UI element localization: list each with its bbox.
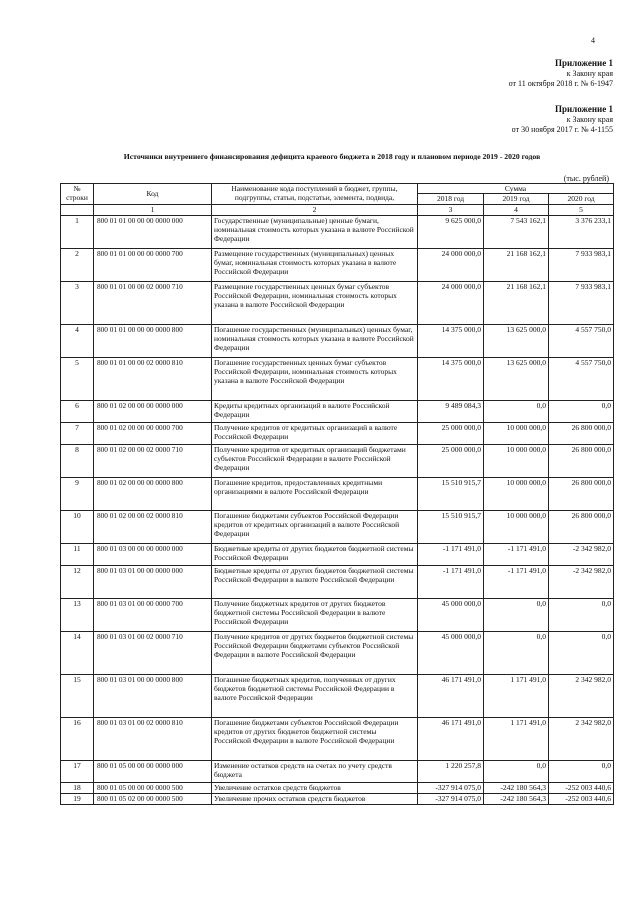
row-number: 5 [61,357,94,400]
budget-code: 800 01 03 01 00 00 0000 700 [94,598,212,631]
row-number: 8 [61,444,94,477]
amount-2019: 10 000 000,0 [484,510,549,543]
amount-2020: 7 933 983,1 [549,281,614,324]
source-name: Увеличение остатков средств бюджетов [212,782,418,793]
source-name: Погашение государственных (муниципальных) ценных бумаг, номинальная стоимость которых указана в валюте Российской Федерации [212,324,418,357]
row-number: 18 [61,782,94,793]
source-name: Получение кредитов от кредитных организаций в валюте Российской Федерации [212,422,418,444]
table-row [61,444,614,477]
amount-2019: 21 168 162,1 [484,248,549,281]
table-row [61,477,614,510]
amount-2019: -1 171 491,0 [484,565,549,598]
amount-2019: 13 625 000,0 [484,324,549,357]
amount-2018: -327 914 075,0 [418,782,484,793]
amount-2018: 24 000 000,0 [418,248,484,281]
column-index [61,204,94,215]
amount-2018: 9 489 084,3 [418,400,484,422]
budget-code: 800 01 03 01 00 00 0000 800 [94,674,212,717]
table-row [61,760,614,782]
table-row [61,793,614,804]
budget-code: 800 01 01 00 00 02 0000 710 [94,281,212,324]
amount-2020: 2 342 982,0 [549,717,614,760]
budget-code: 800 01 05 00 00 00 0000 000 [94,760,212,782]
amount-2019: -1 171 491,0 [484,543,549,565]
amount-2020: 26 800 000,0 [549,444,614,477]
page-number: 4 [591,36,595,45]
table-row [61,674,614,717]
source-name: Погашение бюджетных кредитов, полученных от других бюджетов бюджетной системы Российской Федерации в валюте Российской Федерации [212,674,418,717]
budget-code: 800 01 02 00 00 02 0000 710 [94,444,212,477]
table-row [61,510,614,543]
amount-2018: 46 171 491,0 [418,717,484,760]
table-row [61,543,614,565]
header-row-number: № строки [61,184,94,205]
amount-2018: 15 510 915,7 [418,510,484,543]
source-name: Размещение государственных ценных бумаг субъектов Российской Федерации, номинальная стоимость которых указана в валюте Российской Федерации [212,281,418,324]
amount-2020: 26 800 000,0 [549,510,614,543]
amount-2020: 0,0 [549,631,614,674]
row-number: 14 [61,631,94,674]
amount-2020: -252 003 440,6 [549,782,614,793]
row-number: 3 [61,281,94,324]
source-name: Увеличение прочих остатков средств бюджетов [212,793,418,804]
amount-2020: 4 557 750,0 [549,357,614,400]
amount-2020: 26 800 000,0 [549,477,614,510]
source-name: Получение кредитов от других бюджетов бюджетной системы Российской Федерации бюджетами субъектов Российской Федерации в валюте Российской Федерации [212,631,418,674]
budget-code: 800 01 02 00 00 02 0000 810 [94,510,212,543]
amount-2018: 24 000 000,0 [418,281,484,324]
row-number: 11 [61,543,94,565]
table-row [61,400,614,422]
row-number: 19 [61,793,94,804]
source-name: Погашение бюджетами субъектов Российской Федерации кредитов от кредитных организаций в валюте Российской Федерации [212,510,418,543]
budget-code: 800 01 03 01 00 02 0000 810 [94,717,212,760]
table-row [61,631,614,674]
amount-2018: 9 625 000,0 [418,215,484,248]
column-index: 4 [484,204,549,215]
row-number: 2 [61,248,94,281]
row-number: 7 [61,422,94,444]
amount-2018: 25 000 000,0 [418,444,484,477]
row-number: 13 [61,598,94,631]
appendix-title: Приложение 1 [554,104,613,114]
amount-2018: 46 171 491,0 [418,674,484,717]
column-index: 1 [94,204,212,215]
amount-2019: 0,0 [484,400,549,422]
header-sum: Сумма [418,184,614,194]
row-number: 1 [61,215,94,248]
row-number: 9 [61,477,94,510]
table-row [61,248,614,281]
row-number: 4 [61,324,94,357]
amount-2019: -242 180 564,3 [484,782,549,793]
appendix-law-date: от 30 ноября 2017 г. № 4-1155 [511,125,613,134]
amount-2018: 14 375 000,0 [418,324,484,357]
table-row [61,782,614,793]
source-name: Погашение государственных ценных бумаг субъектов Российской Федерации, номинальная стоимость которых указана в валюте Российской Федерации [212,357,418,400]
appendix-note-original [512,104,613,136]
column-index: 2 [212,204,418,215]
amount-2020: 3 376 233,1 [549,215,614,248]
appendix-law-ref: к Закону края [566,68,613,78]
source-name: Бюджетные кредиты от других бюджетов бюджетной системы Российской Федерации [212,543,418,565]
amount-2018: -327 914 075,0 [418,793,484,804]
source-name: Изменение остатков средств на счетах по учету средств бюджета [212,760,418,782]
amount-2019: 10 000 000,0 [484,444,549,477]
source-name: Бюджетные кредиты от других бюджетов бюджетной системы Российской Федерации в валюте Российской Федерации [212,565,418,598]
amount-2019: 21 168 162,1 [484,281,549,324]
amount-2019: 0,0 [484,631,549,674]
budget-code: 800 01 03 00 00 00 0000 000 [94,543,212,565]
table-row [61,215,614,248]
budget-code: 800 01 01 00 00 00 0000 700 [94,248,212,281]
amount-2020: 0,0 [549,598,614,631]
amount-2019: -242 180 564,3 [484,793,549,804]
source-name: Погашение кредитов, предоставленных кредитными организациями в валюте Российской Федерации [212,477,418,510]
amount-2019: 0,0 [484,760,549,782]
amount-2019: 13 625 000,0 [484,357,549,400]
budget-code: 800 01 05 02 00 00 0000 500 [94,793,212,804]
budget-code: 800 01 03 01 00 02 0000 710 [94,631,212,674]
header-name: Наименование кода поступлений в бюджет, группы, подгруппы, статьи, подстатьи, элемента, подвида, [212,184,418,205]
budget-code: 800 01 01 00 00 00 0000 800 [94,324,212,357]
header-year-2018: 2018 год [418,194,484,204]
amount-2018: 15 510 915,7 [418,477,484,510]
row-number: 6 [61,400,94,422]
table-row [61,281,614,324]
budget-code: 800 01 02 00 00 00 0000 000 [94,400,212,422]
header-year-2020: 2020 год [549,194,614,204]
amount-2020: -2 342 982,0 [549,565,614,598]
source-name: Кредиты кредитных организаций в валюте Российской Федерации [212,400,418,422]
appendix-law-ref: к Закону края [566,114,613,124]
appendix-law-date: от 11 октября 2018 г. № 6-1947 [508,79,613,88]
row-number: 12 [61,565,94,598]
table-row [61,324,614,357]
amount-2018: 45 000 000,0 [418,598,484,631]
budget-code: 800 01 05 00 00 00 0000 500 [94,782,212,793]
row-number: 17 [61,760,94,782]
amount-2018: 45 000 000,0 [418,631,484,674]
source-name: Погашение бюджетами субъектов Российской Федерации кредитов от других бюджетов бюджетной системы Российской Федерации в валюте Российской Федерации [212,717,418,760]
amount-2019: 0,0 [484,598,549,631]
amount-2019: 1 171 491,0 [484,717,549,760]
table-row [61,357,614,400]
amount-2020: -252 003 440,6 [549,793,614,804]
appendix-note-current [509,58,613,90]
row-number: 10 [61,510,94,543]
header-year-2019: 2019 год [484,194,549,204]
amount-2020: 26 800 000,0 [549,422,614,444]
units-note: (тыс. рублей) [563,174,609,183]
table-body [61,215,614,804]
financing-sources-table [60,183,614,805]
source-name: Получение кредитов от кредитных организаций бюджетами субъектов Российской Федерации в валюте Российской Федерации [212,444,418,477]
header-code: Код [94,184,212,205]
amount-2020: 4 557 750,0 [549,324,614,357]
source-name: Государственные (муниципальные) ценные бумаги, номинальная стоимость которых указана в валюте Российской Федерации [212,215,418,248]
amount-2019: 10 000 000,0 [484,477,549,510]
document-title: Источники внутреннего финансирования дефицита краевого бюджета в 2018 году и плановом периоде 2019 - 2020 годов [123,152,541,161]
table-row [61,717,614,760]
amount-2018: 14 375 000,0 [418,357,484,400]
amount-2019: 1 171 491,0 [484,674,549,717]
amount-2019: 10 000 000,0 [484,422,549,444]
row-number: 16 [61,717,94,760]
amount-2018: 1 220 257,8 [418,760,484,782]
table-row [61,565,614,598]
amount-2020: 7 933 983,1 [549,248,614,281]
source-name: Получение бюджетных кредитов от других бюджетов бюджетной системы Российской Федерации в валюте Российской Федерации [212,598,418,631]
amount-2020: 0,0 [549,760,614,782]
amount-2020: -2 342 982,0 [549,543,614,565]
table-row [61,598,614,631]
amount-2018: -1 171 491,0 [418,543,484,565]
appendix-title: Приложение 1 [554,58,613,68]
budget-code: 800 01 01 00 00 00 0000 000 [94,215,212,248]
column-index: 5 [549,204,614,215]
amount-2020: 2 342 982,0 [549,674,614,717]
budget-code: 800 01 03 01 00 00 0000 000 [94,565,212,598]
row-number: 15 [61,674,94,717]
amount-2020: 0,0 [549,400,614,422]
amount-2018: 25 000 000,0 [418,422,484,444]
amount-2019: 7 543 162,1 [484,215,549,248]
budget-code: 800 01 02 00 00 00 0000 700 [94,422,212,444]
budget-code: 800 01 02 00 00 00 0000 800 [94,477,212,510]
source-name: Размещение государственных (муниципальных) ценных бумаг, номинальная стоимость которых указана в валюте Российской Федерации [212,248,418,281]
budget-code: 800 01 01 00 00 02 0000 810 [94,357,212,400]
table-row [61,422,614,444]
amount-2018: -1 171 491,0 [418,565,484,598]
column-index: 3 [418,204,484,215]
